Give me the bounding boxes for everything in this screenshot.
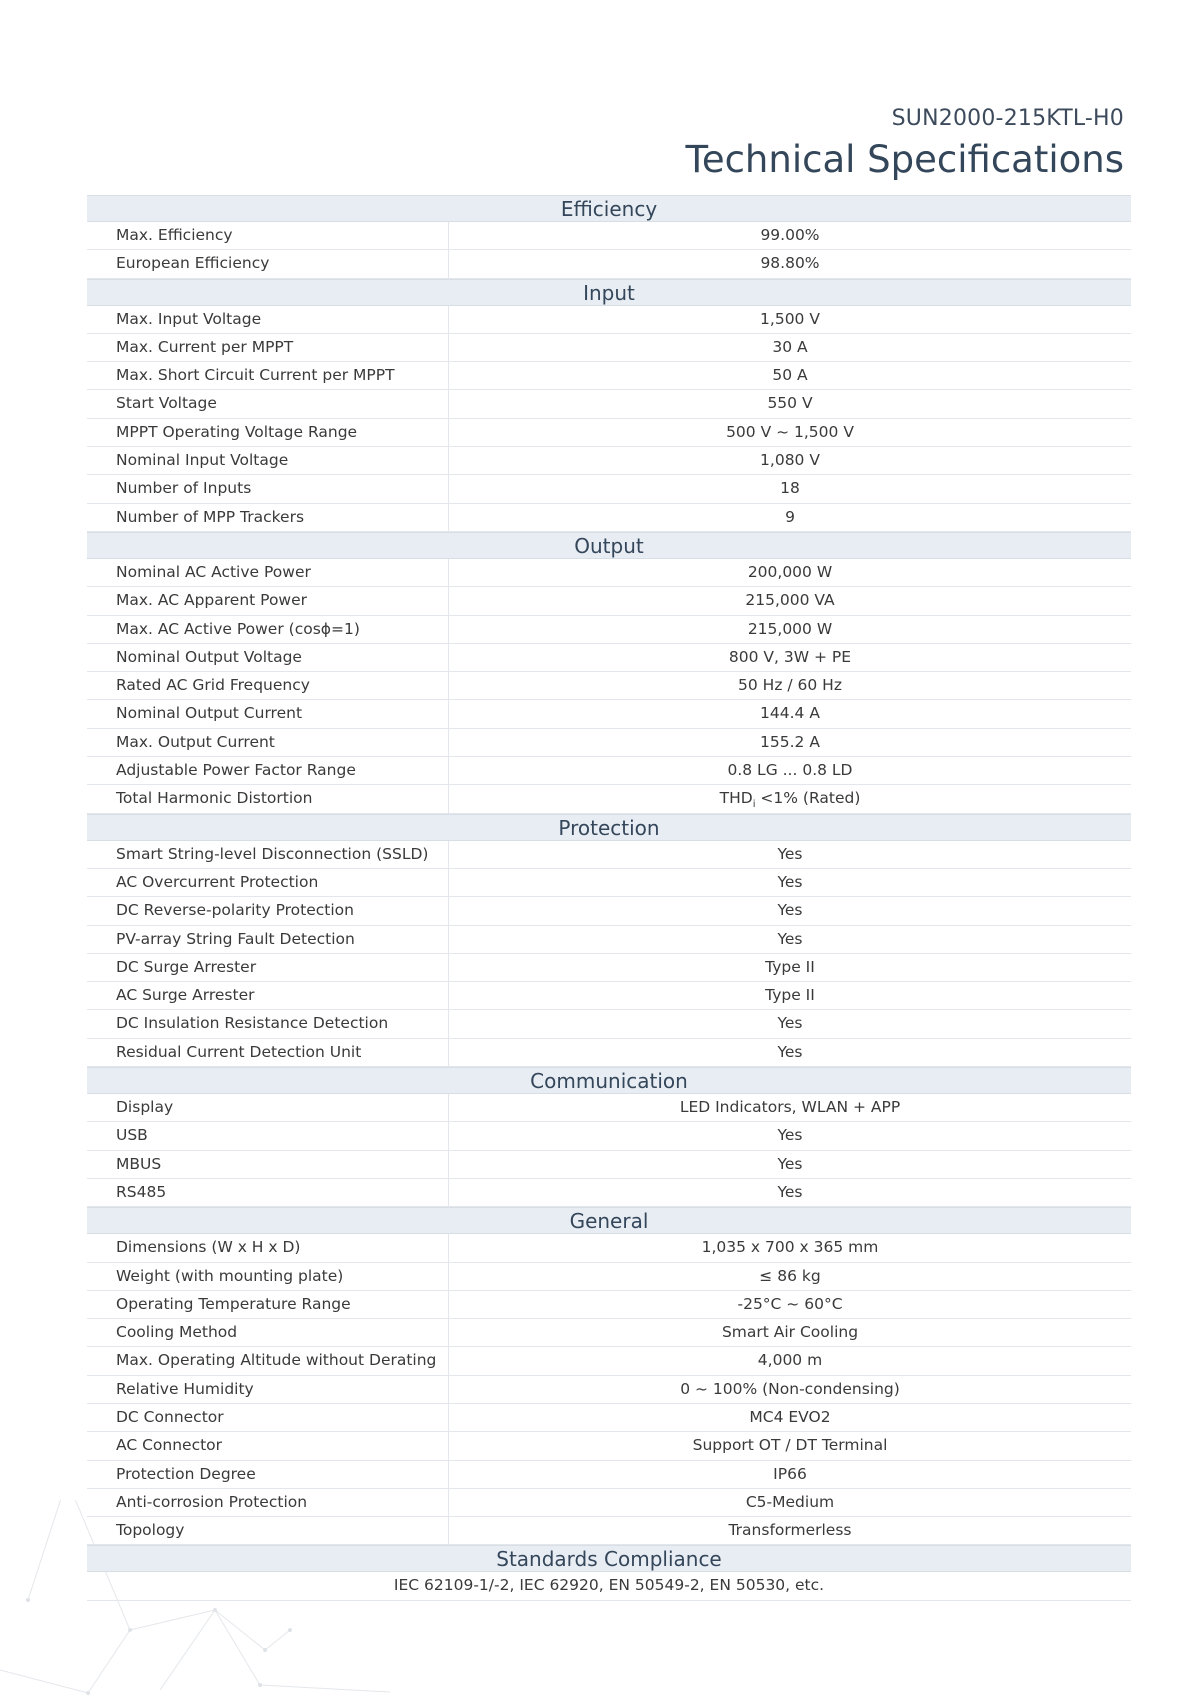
- table-row: [87, 419, 1131, 447]
- spec-value: Type II: [765, 957, 815, 976]
- document-header: [686, 105, 1125, 183]
- table-row: [87, 1039, 1131, 1067]
- section-header-output: Output: [87, 532, 1131, 559]
- spec-label: Operating Temperature Range: [87, 1291, 449, 1318]
- spec-value: 0 ~ 100% (Non-condensing): [680, 1379, 900, 1398]
- spec-label: European Efficiency: [87, 250, 449, 277]
- spec-value: Yes: [777, 929, 803, 948]
- spec-value: Yes: [777, 1042, 803, 1061]
- spec-label: RS485: [87, 1179, 449, 1206]
- spec-label: Topology: [87, 1517, 449, 1544]
- spec-label: Number of MPP Trackers: [87, 504, 449, 531]
- spec-value: 99.00%: [760, 226, 820, 244]
- spec-label: Nominal Output Current: [87, 700, 449, 727]
- table-row: [87, 1347, 1131, 1375]
- table-row: [87, 982, 1131, 1010]
- spec-label: Weight (with mounting plate): [87, 1263, 449, 1290]
- spec-value: C5-Medium: [745, 1492, 835, 1511]
- spec-value: Yes: [777, 1182, 803, 1201]
- table-row: [87, 1234, 1131, 1262]
- spec-value: 215,000 VA: [745, 591, 835, 610]
- spec-value: Smart Air Cooling: [721, 1323, 859, 1342]
- table-row: [87, 644, 1131, 672]
- spec-label: Residual Current Detection Unit: [87, 1039, 449, 1066]
- spec-value: 4,000 m: [757, 1351, 823, 1370]
- spec-value: 800 V, 3W + PE: [728, 647, 852, 666]
- table-row: [87, 475, 1131, 503]
- spec-label: Total Harmonic Distortion: [87, 785, 449, 812]
- spec-value: 9: [785, 507, 795, 526]
- spec-value: 50 A: [772, 366, 808, 385]
- table-row: [87, 1376, 1131, 1404]
- page-title: Technical Specifications: [685, 138, 1124, 181]
- spec-value: 1,035 x 700 x 365 mm: [701, 1238, 879, 1257]
- spec-value: 550 V: [767, 394, 813, 413]
- spec-value: 200,000 W: [747, 562, 833, 581]
- spec-label: AC Surge Arrester: [87, 982, 449, 1009]
- spec-label: Max. Input Voltage: [87, 306, 449, 333]
- table-row: [87, 841, 1131, 869]
- spec-label: Nominal Output Voltage: [87, 644, 449, 671]
- table-row: [87, 1179, 1131, 1207]
- section-header-communication: Communication: [87, 1067, 1131, 1094]
- spec-value: 98.80%: [760, 254, 820, 273]
- spec-label: Dimensions (W x H x D): [87, 1234, 449, 1261]
- table-row: [87, 869, 1131, 897]
- table-row: [87, 616, 1131, 644]
- spec-value: Yes: [777, 901, 803, 920]
- table-row: [87, 729, 1131, 757]
- spec-value: Yes: [777, 1154, 803, 1173]
- table-row: [87, 587, 1131, 615]
- table-row: [87, 1010, 1131, 1038]
- spec-label: AC Overcurrent Protection: [87, 869, 449, 896]
- spec-label: Max. Operating Altitude without Derating: [87, 1347, 449, 1374]
- spec-value: IP66: [773, 1464, 807, 1483]
- table-row: [87, 1151, 1131, 1179]
- table-row: [87, 362, 1131, 390]
- spec-value-main: THD: [719, 789, 753, 808]
- spec-value: 30 A: [772, 337, 808, 356]
- spec-label: Nominal Input Voltage: [87, 447, 449, 474]
- table-row: [87, 1263, 1131, 1291]
- section-header-protection: Protection: [87, 814, 1131, 841]
- spec-value: Yes: [777, 872, 803, 891]
- table-row: [87, 1489, 1131, 1517]
- spec-label: Relative Humidity: [87, 1376, 449, 1403]
- spec-label: Anti-corrosion Protection: [87, 1489, 449, 1516]
- table-row: [87, 334, 1131, 362]
- standards-text: IEC 62109-1/-2, IEC 62920, EN 50549-2, EN 50530, etc.: [87, 1572, 1131, 1600]
- spec-label: Max. Current per MPPT: [87, 334, 449, 361]
- table-row: [87, 954, 1131, 982]
- table-row: [87, 1319, 1131, 1347]
- table-row: [87, 897, 1131, 925]
- spec-value: 1,500 V: [760, 309, 820, 328]
- table-row: [87, 785, 1131, 813]
- table-row: [87, 1291, 1131, 1319]
- spec-value: Transformerless: [728, 1521, 852, 1540]
- table-row: [87, 700, 1131, 728]
- spec-table: [87, 195, 1131, 1601]
- spec-value: 0.8 LG ... 0.8 LD: [727, 761, 853, 780]
- table-row: [87, 1404, 1131, 1432]
- spec-value: LED Indicators, WLAN + APP: [679, 1098, 901, 1117]
- table-row: [87, 447, 1131, 475]
- table-row: [87, 559, 1131, 587]
- table-row: [87, 926, 1131, 954]
- table-row: [87, 757, 1131, 785]
- table-row: [87, 1094, 1131, 1122]
- spec-label: DC Insulation Resistance Detection: [87, 1010, 449, 1037]
- table-row: [87, 672, 1131, 700]
- spec-value-subscript: i: [752, 799, 756, 811]
- section-header-standards-compliance: Standards Compliance: [87, 1545, 1131, 1572]
- spec-label: Rated AC Grid Frequency: [87, 672, 449, 699]
- spec-label: Smart String-level Disconnection (SSLD): [87, 841, 449, 868]
- spec-label: Max. Efficiency: [87, 222, 449, 249]
- spec-label: Cooling Method: [87, 1319, 449, 1346]
- section-header-efficiency: Efficiency: [87, 195, 1131, 222]
- table-row: [87, 306, 1131, 334]
- spec-value: 18: [780, 479, 800, 498]
- spec-label: USB: [87, 1122, 449, 1149]
- spec-label: Number of Inputs: [87, 475, 449, 502]
- spec-label: Display: [87, 1094, 449, 1121]
- table-row: [87, 504, 1131, 532]
- spec-label: Max. Short Circuit Current per MPPT: [87, 362, 449, 389]
- spec-value: Yes: [777, 844, 803, 863]
- spec-value: [449, 785, 1131, 812]
- spec-value: -25°C ~ 60°C: [737, 1294, 843, 1313]
- spec-label: Protection Degree: [87, 1461, 449, 1488]
- spec-label: Max. Output Current: [87, 729, 449, 756]
- section-header-general: General: [87, 1207, 1131, 1234]
- spec-label: Nominal AC Active Power: [87, 559, 449, 586]
- spec-label: DC Surge Arrester: [87, 954, 449, 981]
- table-row: [87, 1461, 1131, 1489]
- spec-value: 144.4 A: [760, 704, 820, 723]
- spec-label: AC Connector: [87, 1432, 449, 1459]
- table-row: [87, 1122, 1131, 1150]
- model-name: SUN2000-215KTL-H0: [891, 106, 1124, 131]
- spec-value: 500 V ~ 1,500 V: [726, 422, 854, 441]
- spec-value: 155.2 A: [760, 732, 820, 751]
- spec-label: PV-array String Fault Detection: [87, 926, 449, 953]
- spec-value: MC4 EVO2: [749, 1407, 831, 1426]
- spec-value: ≤ 86 kg: [759, 1266, 821, 1285]
- spec-label: DC Reverse-polarity Protection: [87, 897, 449, 924]
- spec-value-suffix: <1% (Rated): [755, 789, 861, 808]
- spec-value: Yes: [777, 1014, 803, 1033]
- table-row: [87, 1432, 1131, 1460]
- spec-label: DC Connector: [87, 1404, 449, 1431]
- spec-value: Support OT / DT Terminal: [692, 1436, 888, 1455]
- spec-value: 50 Hz / 60 Hz: [738, 676, 842, 695]
- spec-label: Max. AC Active Power (cosϕ=1): [87, 616, 449, 643]
- spec-value: Type II: [765, 986, 815, 1005]
- table-row: [87, 222, 1131, 250]
- spec-label: Max. AC Apparent Power: [87, 587, 449, 614]
- table-row: [87, 390, 1131, 418]
- spec-label: Adjustable Power Factor Range: [87, 757, 449, 784]
- spec-label: MPPT Operating Voltage Range: [87, 419, 449, 446]
- spec-value: Yes: [777, 1126, 803, 1145]
- table-row: [87, 250, 1131, 278]
- spec-label: MBUS: [87, 1151, 449, 1178]
- spec-value: 1,080 V: [760, 451, 820, 470]
- spec-value: 215,000 W: [747, 619, 833, 638]
- table-row: [87, 1517, 1131, 1545]
- section-header-input: Input: [87, 279, 1131, 306]
- spec-label: Start Voltage: [87, 390, 449, 417]
